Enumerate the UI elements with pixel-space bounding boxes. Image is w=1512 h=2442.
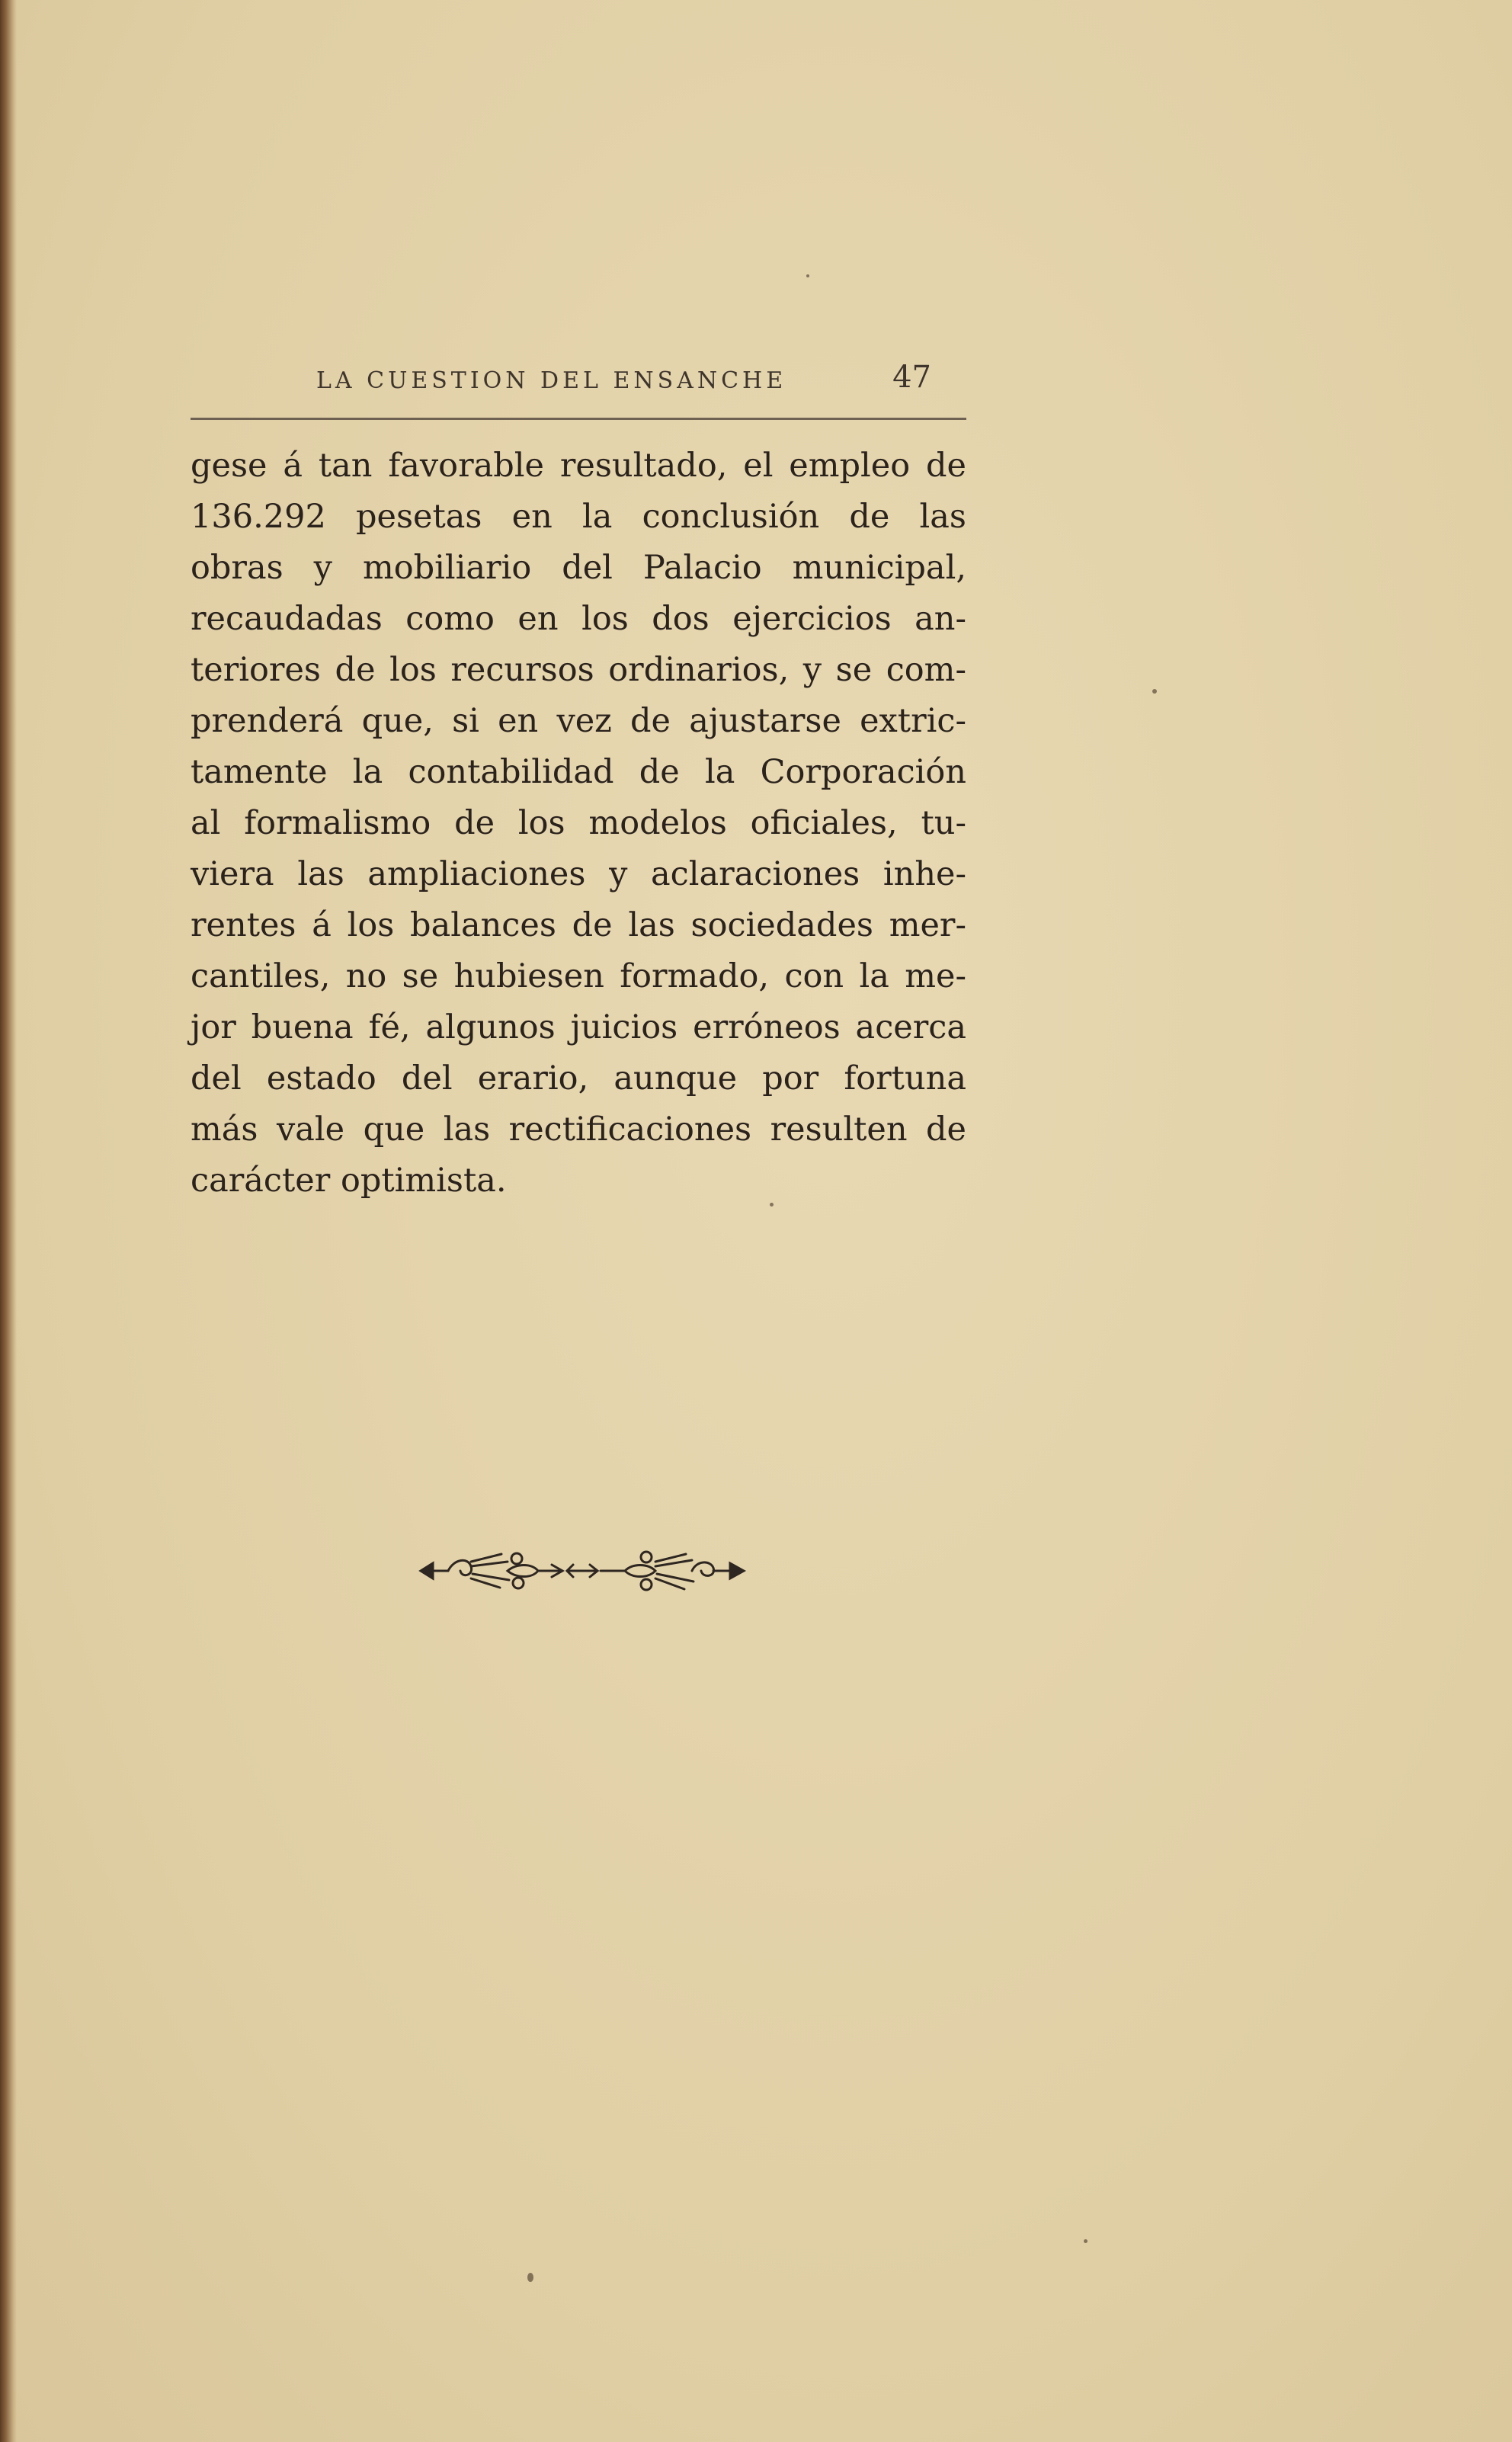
- paper-speck: [1152, 689, 1157, 694]
- text-line: 136.292 pesetas en la conclusión de las: [191, 498, 966, 536]
- text-line: del estado del erario, aunque por fortuna: [191, 1059, 966, 1098]
- text-line: al formalismo de los modelos oficiales, tu-: [191, 804, 966, 842]
- running-head: [191, 360, 966, 410]
- paper-speck: [1084, 2239, 1088, 2243]
- text-line: jor buena fé, algunos juicios erróneos acerca: [191, 1008, 966, 1046]
- text-line: teriores de los recursos ordinarios, y se com-: [191, 651, 966, 689]
- header-rule: [191, 418, 966, 420]
- running-title: LA CUESTION DEL ENSANCHE: [316, 367, 787, 394]
- text-line: carácter optimista.: [191, 1162, 507, 1200]
- text-line: gese á tan favorable resultado, el empleo de: [191, 447, 966, 485]
- text-line: rentes á los balances de las sociedades mer-: [191, 906, 966, 944]
- text-line: tamente la contabilidad de la Corporación: [191, 753, 966, 791]
- text-line: viera las ampliaciones y aclaraciones inhe-: [191, 855, 966, 893]
- text-line: prenderá que, si en vez de ajustarse extric-: [191, 702, 966, 740]
- binding-edge: [0, 0, 17, 2442]
- paper-speck: [527, 2273, 533, 2282]
- text-line: obras y mobiliario del Palacio municipal,: [191, 549, 966, 587]
- page-number: 47: [892, 360, 931, 395]
- text-line: más vale que las rectificaciones resulten de: [191, 1110, 966, 1149]
- fleuron-ornament-icon: [418, 1543, 747, 1598]
- paper-speck: [770, 1203, 774, 1207]
- text-line: recaudadas como en los dos ejercicios an-: [191, 600, 966, 638]
- body-text: [191, 441, 966, 1207]
- text-line: cantiles, no se hubiesen formado, con la me-: [191, 957, 966, 995]
- paper-speck: [806, 274, 809, 277]
